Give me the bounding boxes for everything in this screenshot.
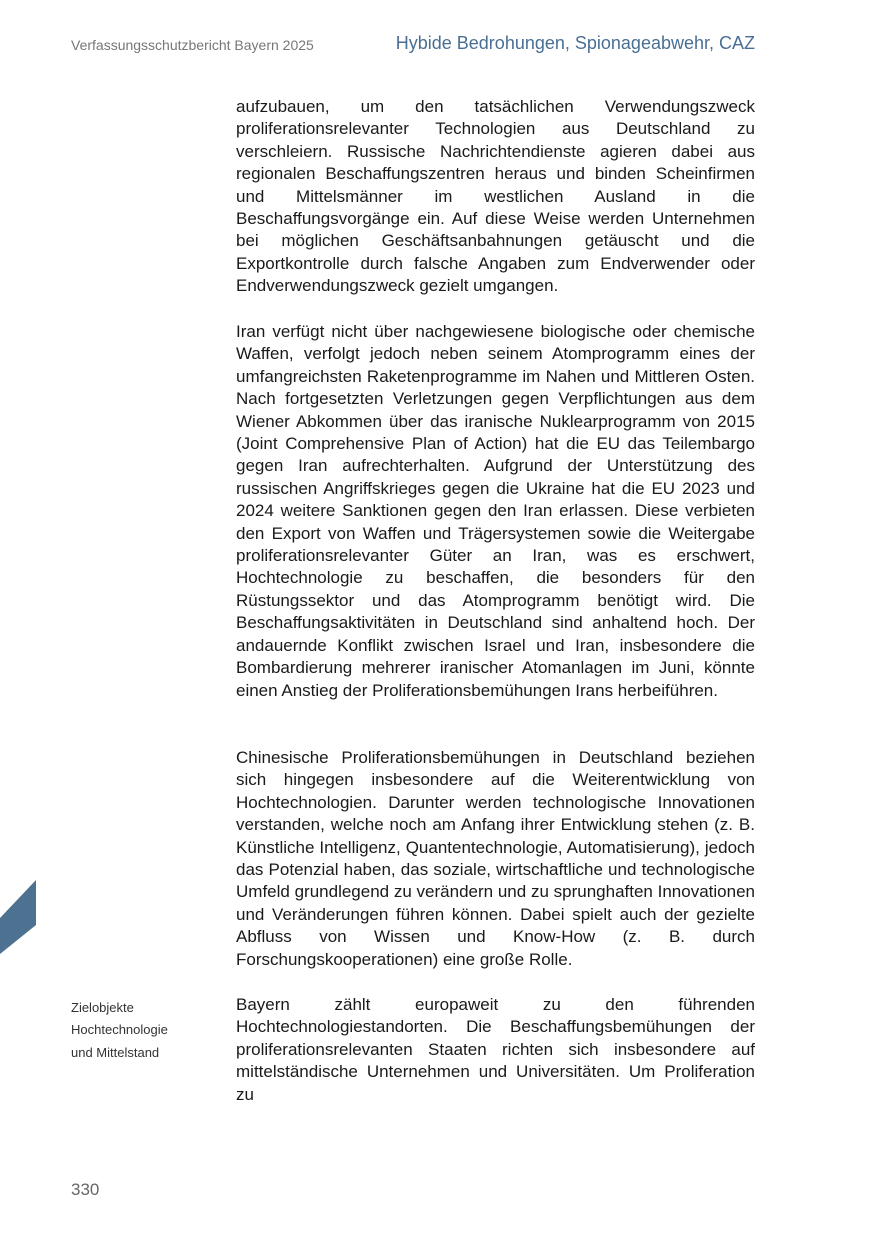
chapter-tab-shape <box>0 880 36 954</box>
margin-note-line-2: Hochtechnologie <box>71 1022 168 1038</box>
margin-note <box>71 997 211 1064</box>
body-paragraph-1: aufzubauen, um den tatsächlichen Verwendungszweck proliferationsrelevanter Technologien aus Deutschland zu verschleiern. Russische Nachrichtendienste agieren dabei aus regionalen Beschaffungszentren heraus und binden Scheinfirmen und Mittelsmänner im westlichen Ausland in die Beschaffungsvorgänge ein. Auf diese Weise werden Unternehmen bei möglichen Geschäftsanbahnungen getäuscht und die Exportkontrolle durch falsche Angaben zum Endverwender oder Endverwendungszweck gezielt umgangen. <box>236 97 755 296</box>
body-paragraph-3: Chinesische Proliferationsbemühungen in Deutschland beziehen sich hingegen insbesondere auf die Weiterentwicklung von Hochtechnologien. Darunter werden technologische Innovationen verstanden, welche noch am Anfang ihrer Entwicklung stehen (z. B. Künstliche Intelligenz, Quantentechnologie, Automatisierung), jedoch das Potenzial haben, das soziale, wirtschaftliche und technologische Umfeld grundlegend zu verändern und zu sprunghaften Innovationen und Veränderungen führen können. Dabei spielt auch der gezielte Abfluss von Wissen und Know-How (z. B. durch Forschungskooperationen) eine große Rolle. <box>236 748 755 969</box>
page-number: 330 <box>71 1180 100 1199</box>
margin-note-line-1: Zielobjekte <box>71 1000 134 1015</box>
body-paragraph-2: Iran verfügt nicht über nachgewiesene biologische oder chemische Waffen, verfolgt jedoch neben seinem Atomprogramm eines der umfangreichsten Raketenprogramme im Nahen und Mittleren Osten. Nach fortgesetzten Verletzungen gegen Verpflichtungen aus dem Wiener Abkommen über das iranische Nuklearprogramm von 2015 (Joint Comprehensive Plan of Action) hat die EU das Teilembargo gegen Iran aufrechterhalten. Aufgrund der Unterstützung des russischen Angriffskrieges gegen die Ukraine hat die EU 2023 und 2024 weitere Sanktionen gegen den Iran erlassen. Diese verbieten den Export von Waffen und Trägersystemen sowie die Weitergabe proliferationsrelevanter Güter an Iran, was es erschwert, Hochtechnologie zu beschaffen, die besonders für den Rüstungssektor und das Atomprogramm benötigt wird. Die Beschaffungsaktivitäten in Deutschland sind anhaltend hoch. Der andauernde Konflikt zwischen Israel und Iran, insbesondere die Bombardierung mehrerer iranischer Atomanlagen im Juni, könnte einen Anstieg der Proliferationsbemühungen Irans herbeiführen. <box>236 322 755 700</box>
running-header-title: Verfassungsschutzbericht Bayern 2025 <box>71 37 314 53</box>
body-paragraph-4: Bayern zählt europaweit zu den führenden Hochtechnologiestandorten. Die Beschaffungsbemühungen der proliferationsrelevanten Staaten richten sich insbesondere auf mittelständische Unternehmen und Universitäten. Um Proliferation zu <box>236 995 755 1104</box>
chapter-header-title: Hybide Bedrohungen, Spionageabwehr, CAZ <box>395 33 755 53</box>
chapter-tab-marker <box>0 880 36 954</box>
margin-note-line-3: und Mittelstand <box>71 1044 160 1060</box>
